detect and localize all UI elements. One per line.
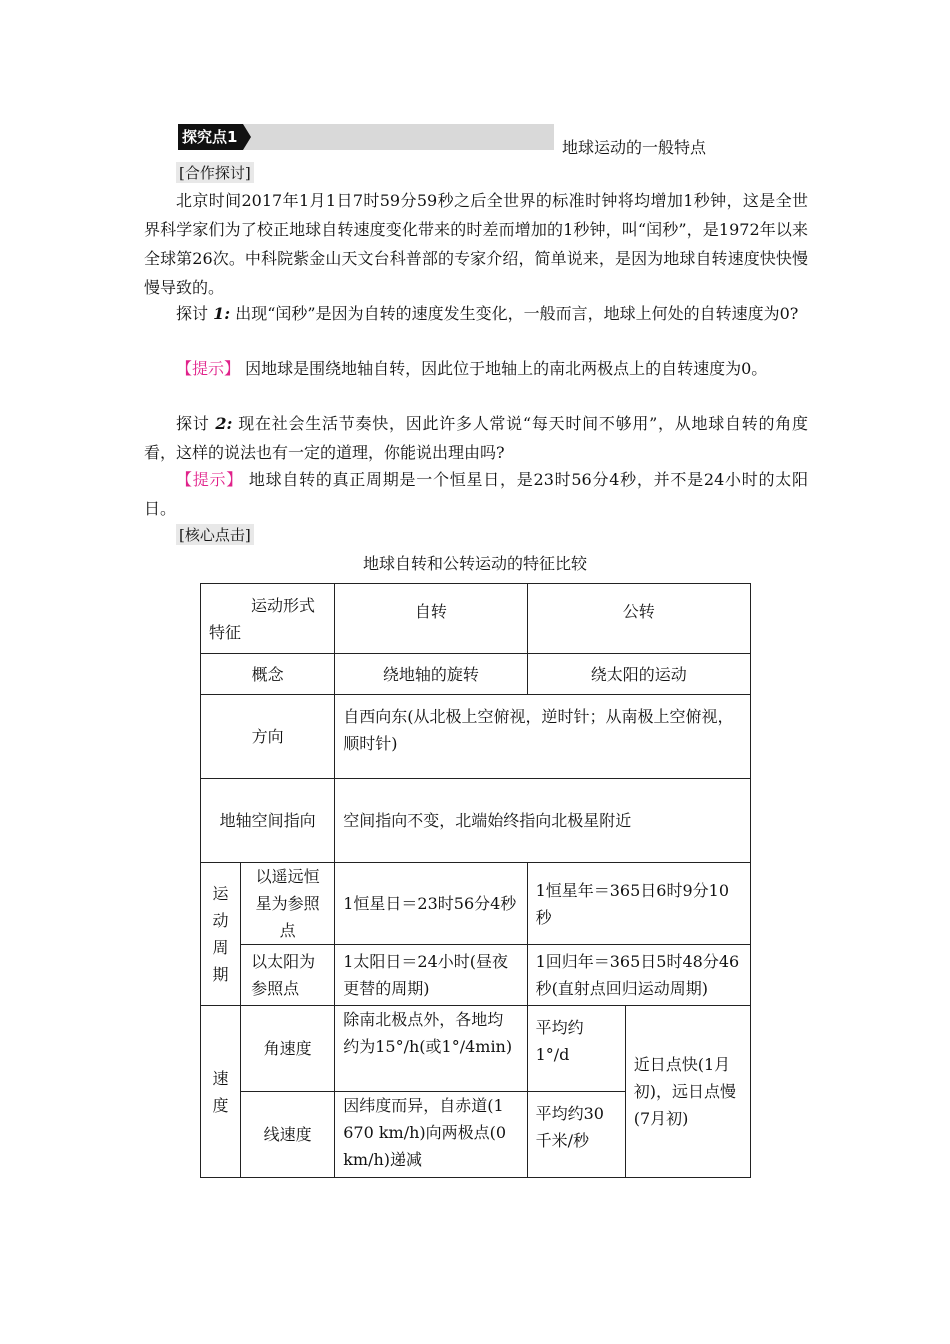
- header-rotation: 自转: [335, 584, 527, 654]
- period-stars-revolution: 1恒星年＝365日6时9分10秒: [527, 863, 750, 945]
- angular-speed-rotation: 除南北极点外，各地均约为15°/h(或1°/4min): [335, 1006, 527, 1092]
- section-title: 地球运动的一般特点: [562, 138, 707, 157]
- period-sun-rotation: 1太阳日＝24小时(昼夜更替的周期): [335, 945, 527, 1006]
- answer-1-text: 因地球是围绕地轴自转，因此位于地轴上的南北两极点上的自转速度为0。: [240, 359, 768, 378]
- concept-label: 概念: [201, 654, 335, 695]
- period-sun-label: 以太阳为参照点: [241, 945, 335, 1006]
- linear-speed-revolution: 平均约30千米/秒: [527, 1092, 625, 1178]
- period-stars-rotation: 1恒星日＝23时56分4秒: [335, 863, 527, 945]
- linear-speed-label: 线速度: [241, 1092, 335, 1178]
- period-label: 运动周期: [201, 863, 241, 1006]
- core-label: [核心点击]: [176, 524, 254, 545]
- answer-1: [144, 354, 808, 383]
- speed-perihelion-note: 近日点快(1月初)，远日点慢(7月初): [625, 1006, 750, 1178]
- question-2-number: 2:: [215, 414, 233, 433]
- table-row: [201, 584, 751, 654]
- table-caption: 地球自转和公转运动的特征比较: [362, 554, 587, 573]
- comparison-table: [200, 583, 751, 1178]
- table-row: [201, 1006, 751, 1092]
- table-row: [201, 863, 751, 945]
- answer-2-text: 地球自转的真正周期是一个恒星日，是23时56分4秒，并不是24小时的太阳日。: [144, 470, 808, 518]
- period-stars-label: 以遥远恒星为参照点: [241, 863, 335, 945]
- question-1-prefix: 探讨: [176, 304, 214, 323]
- header-corner-cell: [201, 584, 335, 654]
- question-1: [144, 299, 808, 328]
- question-1-text: 出现“闰秒”是因为自转的速度发生变化，一般而言，地球上何处的自转速度为0?: [230, 304, 799, 323]
- answer-2: [144, 465, 808, 523]
- concept-revolution: 绕太阳的运动: [527, 654, 750, 695]
- table-row: [201, 945, 751, 1006]
- angular-speed-label: 角速度: [241, 1006, 335, 1092]
- hint-label-1: 【提示】: [176, 359, 241, 378]
- period-sun-revolution: 1回归年＝365日5时48分46秒(直射点回归运动周期): [527, 945, 750, 1006]
- question-1-number: 1:: [213, 304, 231, 323]
- header-corner-bottom: 特征: [209, 622, 242, 642]
- angular-speed-revolution: 平均约1°/d: [527, 1006, 625, 1092]
- table-row: [201, 654, 751, 695]
- header-revolution: 公转: [527, 584, 750, 654]
- axis-label: 地轴空间指向: [201, 779, 335, 863]
- linear-speed-rotation: 因纬度而异，自赤道(1 670 km/h)向两极点(0 km/h)递减: [335, 1092, 527, 1178]
- axis-value: 空间指向不变，北端始终指向北极星附近: [335, 779, 751, 863]
- concept-rotation: 绕地轴的旋转: [335, 654, 527, 695]
- section-tag: 探究点1: [178, 124, 243, 150]
- speed-label: 速度: [201, 1006, 241, 1178]
- header-corner-top: 运动形式: [251, 595, 316, 615]
- intro-paragraph: 北京时间2017年1月1日7时59分59秒之后全世界的标准时钟将均增加1秒钟，这是全世界科学家们为了校正地球自转速度变化带来的时差而增加的1秒钟，叫“闰秒”，是1972年以来全球第26次。中科院紫金山天文台科普部的专家介绍，简单说来，是因为地球自转速度快快慢慢导致的。: [144, 191, 808, 297]
- table-row: [201, 695, 751, 779]
- question-2: [144, 409, 808, 467]
- question-2-text: 现在社会生活节奏快，因此许多人常说“每天时间不够用”，从地球自转的角度看，这样的说法也有一定的道理，你能说出理由吗?: [144, 414, 809, 462]
- hint-label-2: 【提示】: [176, 470, 243, 489]
- direction-value: 自西向东(从北极上空俯视，逆时针；从南极上空俯视，顺时针): [335, 695, 751, 779]
- discuss-label: [合作探讨]: [176, 162, 254, 183]
- question-2-prefix: 探讨: [176, 414, 216, 433]
- table-row: [201, 779, 751, 863]
- direction-label: 方向: [201, 695, 335, 779]
